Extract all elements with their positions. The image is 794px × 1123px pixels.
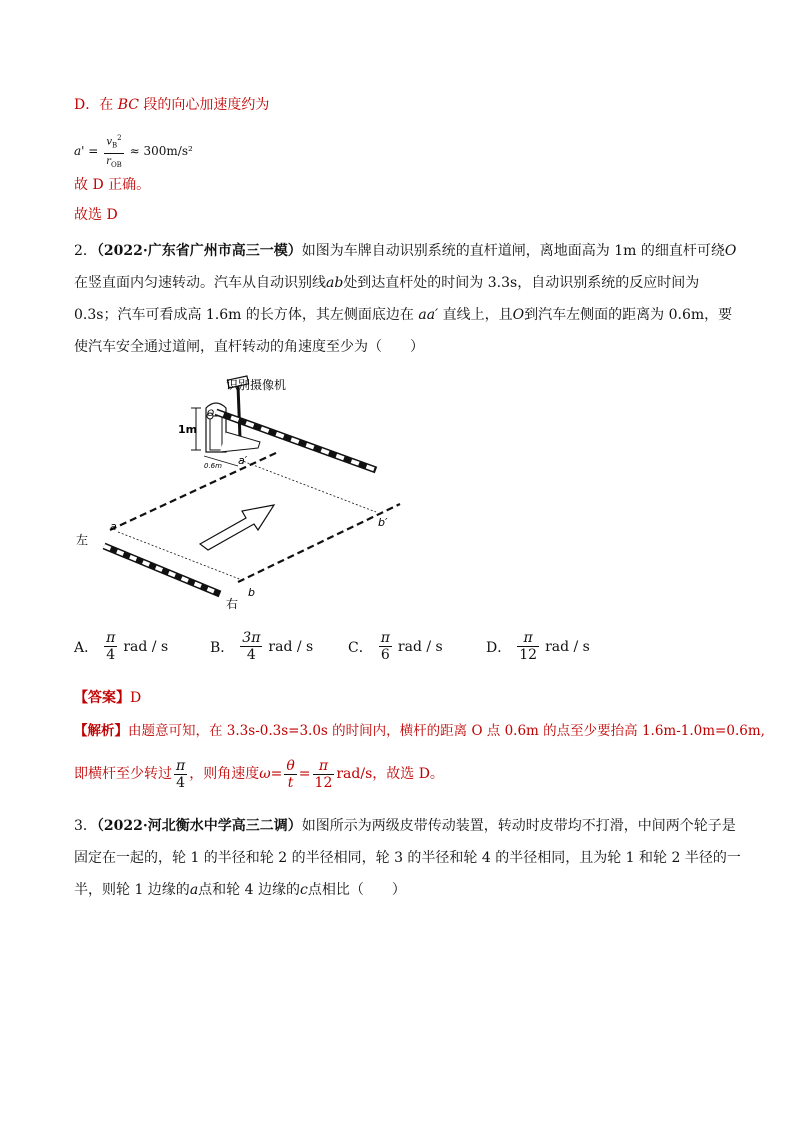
q3-point-a: a <box>189 882 199 898</box>
q3-line2: 固定在一起的，轮 1 的半径和轮 2 的半径相同，轮 3 的半径和轮 4 的半径相同，且为轮 1 和轮 2 半径的一 <box>74 850 741 866</box>
q2-text1: 如图为车牌自动识别系统的直杆道闸，离地面高为 1m 的细直杆可绕 <box>301 243 725 259</box>
option-b-frac: $\frac{3\pi}{4}$ <box>242 630 261 663</box>
q2-answer <box>74 688 141 708</box>
q2-aa: aa′ <box>418 307 439 323</box>
analysis-tag: 【解析】 <box>74 723 128 739</box>
prev-d-correct: 故 D 正确。 <box>74 177 151 193</box>
q2-ab: ab <box>326 275 344 291</box>
option-d-unit: rad / s <box>545 638 590 655</box>
q3-source: （2022·河北衡水中学高三二调） <box>96 818 302 834</box>
q3-line3 <box>74 880 406 900</box>
answer-value: D <box>130 690 142 706</box>
option-c[interactable] <box>348 630 443 663</box>
option-b[interactable] <box>210 630 313 663</box>
point-b-prime: b′ <box>378 516 388 529</box>
camera-label: 识别摄像机 <box>226 378 287 392</box>
q2-text2b: 处到达直杆处的时间为 3.3s，自动识别系统的反应时间为 <box>343 275 700 291</box>
dotted-line-top <box>240 460 376 512</box>
q3-text3c: 点相比（ ） <box>307 882 406 898</box>
analysis-frac1: $\frac{\pi}{4}$ <box>176 757 186 791</box>
q2-o1: O <box>724 243 737 259</box>
option-a-frac: $\frac{\pi}{4}$ <box>106 630 116 663</box>
option-d[interactable] <box>486 630 590 663</box>
option-b-label: B． <box>210 639 235 656</box>
q2-line2 <box>74 273 699 293</box>
prev-d-rest: 段的向心加速度约为 <box>143 97 270 113</box>
analysis-frac3: $\frac{\pi}{12}$ <box>314 757 333 791</box>
formula-rhs: ≈ 300m/s² <box>129 144 193 159</box>
point-a-prime: a′ <box>238 454 248 467</box>
point-a: a <box>110 520 117 533</box>
q2-source: （2022·广东省广州市高三一模） <box>96 243 302 259</box>
formula-num-sup: 2 <box>117 134 122 142</box>
option-a[interactable] <box>74 630 168 663</box>
q3-number: 3． <box>74 818 97 834</box>
point-b: b <box>248 586 255 599</box>
prev-select: 故选 D <box>74 207 118 223</box>
q2-line3 <box>74 305 732 325</box>
formula-fraction <box>104 130 124 173</box>
label-left: 左 <box>76 533 89 547</box>
prev-formula <box>74 130 193 173</box>
analysis-frac2: $\frac{\theta}{t}$ <box>286 757 295 791</box>
q2-text3a: 0.3s；汽车可看成高 1.6m 的长方体，其左侧面底边在 <box>74 307 414 323</box>
analysis-text1: 由题意可知，在 3.3s-0.3s=3.0s 的时间内，横杆的距离 O 点 0.6m 的点至少要抬高 1.6m-1.0m=0.6m, <box>128 723 765 739</box>
option-c-frac: $\frac{\pi}{6}$ <box>380 630 390 663</box>
option-b-unit: rad / s <box>268 638 314 655</box>
option-a-unit: rad / s <box>123 638 169 655</box>
prev-d-bc: BC <box>117 97 139 113</box>
q2-text3b: 直线上，且 <box>442 307 513 323</box>
q2-line1 <box>74 241 736 261</box>
direction-arrow-icon <box>200 505 274 550</box>
formula-den: r <box>106 156 111 168</box>
q2-o2: O <box>512 307 525 323</box>
q2-text2a: 在竖直面内匀速转动。汽车从自动识别线 <box>74 275 326 291</box>
q2-analysis1 <box>74 721 765 741</box>
formula-num: v <box>106 136 112 148</box>
q3-line1 <box>74 816 736 836</box>
q3-text3b: 点和轮 4 边缘的 <box>198 882 300 898</box>
q3-point-c: c <box>299 882 308 898</box>
option-a-label: A． <box>74 639 99 656</box>
q3-text3a: 半，则轮 1 边缘的 <box>74 882 190 898</box>
formula-den-sub: OB <box>110 161 122 170</box>
option-d-frac: $\frac{\pi}{12}$ <box>519 630 538 663</box>
label-right: 右 <box>226 597 239 611</box>
prev-d-label: D．在 <box>74 97 114 113</box>
pivot-o: O <box>207 409 215 419</box>
answer-tag: 【答案】 <box>74 690 130 706</box>
height-label: 1m <box>178 423 198 436</box>
analysis-eq: = <box>298 766 311 782</box>
analysis-omega: ω= <box>259 766 283 782</box>
q2-analysis2 <box>74 754 444 794</box>
formula-num-sub: B <box>112 141 118 150</box>
q2-line4: 使汽车安全通过道闸，直杆转动的角速度至少为（ ） <box>74 339 424 355</box>
barrier-gate-figure <box>70 372 410 612</box>
analysis-text2c: rad/s，故选 D。 <box>336 766 444 782</box>
option-c-label: C． <box>348 639 373 656</box>
option-c-unit: rad / s <box>397 638 443 655</box>
analysis-text2a: 即横杆至少转过 <box>74 766 172 782</box>
q2-text3c: 到汽车左侧面的距离为 0.6m，要 <box>524 307 733 323</box>
distance-label: 0.6m <box>204 462 222 470</box>
formula-lhs: a' = <box>74 144 99 159</box>
option-d-label: D． <box>486 639 512 656</box>
recognition-line-ab <box>104 546 220 594</box>
prev-option-d <box>74 95 269 115</box>
analysis-text2b: ，则角速度 <box>189 766 260 782</box>
q3-text1: 如图所示为两级皮带传动装置，转动时皮带均不打滑，中间两个轮子是 <box>301 818 736 834</box>
q2-number: 2． <box>74 243 97 259</box>
